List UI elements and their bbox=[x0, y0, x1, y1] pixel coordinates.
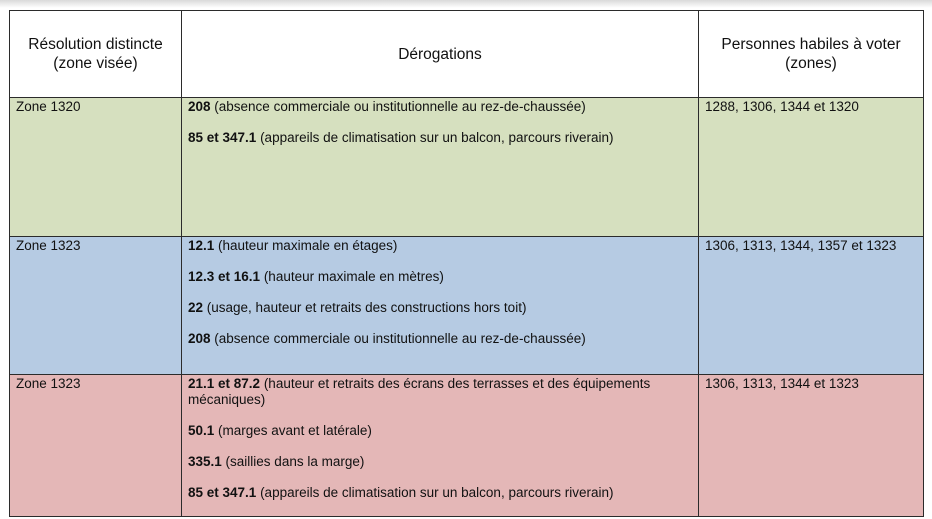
derogations-table bbox=[9, 10, 924, 517]
derogation-text: (appareils de climatisation sur un balcon, parcours riverain) bbox=[256, 485, 614, 500]
voters-cell: 1306, 1313, 1344, 1357 et 1323 bbox=[699, 237, 924, 375]
table-row bbox=[10, 237, 924, 375]
derogation-code: 208 bbox=[188, 99, 211, 114]
derogation-item bbox=[188, 454, 692, 470]
table-row bbox=[10, 98, 924, 237]
derogation-item bbox=[188, 99, 692, 115]
derogation-text: (marges avant et latérale) bbox=[214, 423, 372, 438]
derogation-item bbox=[188, 376, 692, 408]
header-derogations bbox=[182, 11, 699, 98]
derogation-text: (absence commerciale ou institutionnelle au rez-de-chaussée) bbox=[210, 99, 586, 114]
zone-cell: Zone 1320 bbox=[10, 98, 182, 237]
derogation-code: 208 bbox=[188, 331, 211, 346]
top-edge-shadow bbox=[0, 0, 932, 8]
derogations-cell bbox=[182, 237, 699, 375]
derogation-code: 22 bbox=[188, 300, 204, 315]
derogations-cell bbox=[182, 98, 699, 237]
derogation-code: 21.1 et 87.2 bbox=[188, 376, 261, 391]
derogation-code: 85 et 347.1 bbox=[188, 485, 257, 500]
derogation-code: 50.1 bbox=[188, 423, 215, 438]
header-voters bbox=[699, 11, 924, 98]
voters-cell: 1306, 1313, 1344 et 1323 bbox=[699, 375, 924, 517]
table-row bbox=[10, 375, 924, 517]
zone-cell: Zone 1323 bbox=[10, 375, 182, 517]
header-zone-line1: Résolution distincte bbox=[28, 36, 163, 53]
derogation-item bbox=[188, 269, 692, 285]
derogation-item bbox=[188, 423, 692, 439]
derogation-item bbox=[188, 331, 692, 347]
derogation-item bbox=[188, 485, 692, 501]
header-zone-line2: (zone visée) bbox=[53, 55, 138, 72]
zone-cell: Zone 1323 bbox=[10, 237, 182, 375]
derogation-text: (hauteur maximale en étages) bbox=[214, 238, 398, 253]
derogation-code: 12.1 bbox=[188, 238, 215, 253]
voters-cell: 1288, 1306, 1344 et 1320 bbox=[699, 98, 924, 237]
derogation-text: (saillies dans la marge) bbox=[221, 454, 365, 469]
derogations-cell bbox=[182, 375, 699, 517]
header-voters-line2: (zones) bbox=[785, 55, 837, 72]
table-header-row bbox=[10, 11, 924, 98]
derogation-text: (hauteur maximale en mètres) bbox=[260, 269, 444, 284]
derogation-text: (usage, hauteur et retraits des constructions hors toit) bbox=[203, 300, 527, 315]
derogation-code: 85 et 347.1 bbox=[188, 130, 257, 145]
derogation-text: (hauteur et retraits des écrans des terrasses et des équipements mécaniques) bbox=[188, 376, 651, 407]
derogation-text: (absence commerciale ou institutionnelle au rez-de-chaussée) bbox=[210, 331, 586, 346]
header-derogations-label: Dérogations bbox=[398, 45, 482, 63]
derogation-item bbox=[188, 300, 692, 316]
derogation-item bbox=[188, 238, 692, 254]
derogation-code: 335.1 bbox=[188, 454, 222, 469]
derogation-code: 12.3 et 16.1 bbox=[188, 269, 261, 284]
derogation-text: (appareils de climatisation sur un balcon, parcours riverain) bbox=[256, 130, 614, 145]
header-voters-line1: Personnes habiles à voter bbox=[721, 36, 901, 53]
derogation-item bbox=[188, 130, 692, 146]
header-zone bbox=[10, 11, 182, 98]
